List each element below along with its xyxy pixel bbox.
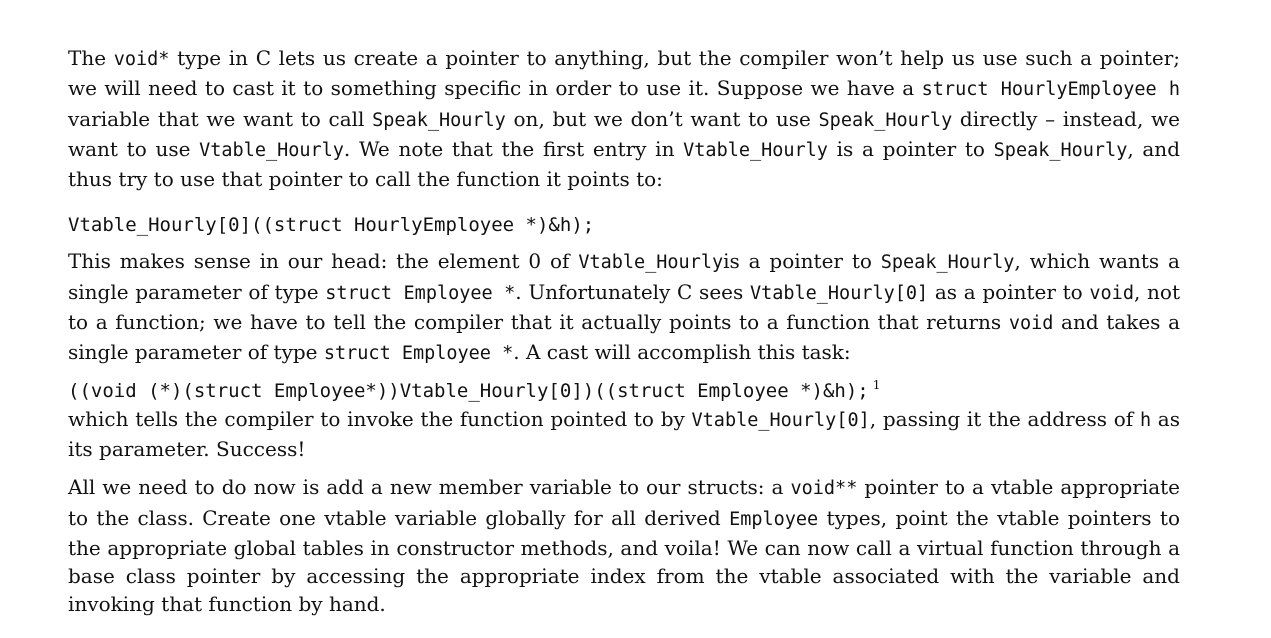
code-vtable-hourly-index: Vtable_Hourly[0] [749, 282, 929, 304]
text-span: as a pointer to [928, 279, 1090, 304]
text-span: The [68, 46, 114, 70]
code-struct-employee-ptr: struct Employee * [325, 282, 516, 304]
text-span: , not to a function; we have to tell the compiler that it actually points to a function that returns [68, 279, 1180, 335]
text-span: pointer to a vtable appropriate to the class. Create one vtable variable globally for all derived [68, 475, 1181, 530]
code-cast-call: ((void (*)(struct Employee*))Vtable_Hourly[0])((struct Employee *)&h); [68, 379, 869, 402]
code-vtable-hourly-index: Vtable_Hourly[0] [691, 409, 870, 431]
code-void-star: void* [113, 49, 170, 70]
text-span: . A cast will accomplish this task: [513, 340, 851, 365]
text-span: . We note that the first entry in [343, 136, 684, 161]
text-span: All we need to do now is add a new member variable to our structs: a [68, 475, 791, 500]
text-span: is a pointer to [723, 249, 881, 274]
code-struct-employee-ptr: struct Employee * [323, 343, 514, 365]
text-span: directly – instead, we want to use [68, 106, 1181, 161]
code-void-double-star: void** [790, 478, 858, 500]
code-speak-hourly: Speak_Hourly [818, 109, 953, 131]
paragraph-cast-explanation [68, 247, 1180, 368]
text-span: This makes sense in our head: the element 0 of [68, 249, 579, 274]
code-vtable-hourly: Vtable_Hourly [683, 139, 828, 161]
code-void: void [1089, 282, 1134, 304]
text-span: on, but we don’t want to use [505, 106, 819, 131]
code-speak-hourly: Speak_Hourly [993, 139, 1128, 161]
code-speak-hourly: Speak_Hourly [880, 252, 1015, 274]
code-vtable-hourly: Vtable_Hourly [199, 139, 344, 161]
code-line-cast-call [68, 377, 1180, 405]
code-line-call-vtable: Vtable_Hourly[0]((struct HourlyEmployee *)&h); [68, 214, 595, 237]
text-span: as its parameter. Success! [68, 406, 1180, 461]
text-span: types, point the vtable pointers to the appropriate global tables in constructor methods, and voila! We can now call a virtual function through a base class pointer by accessing the appropriate index from the vtable associated with the variable and invoking that function by hand. [68, 505, 1181, 617]
code-employee: Employee [729, 508, 819, 530]
footnote-marker: 1 [872, 378, 881, 393]
paragraph-void-pointer [68, 44, 1180, 193]
text-span: is a pointer to [827, 136, 994, 161]
text-span: which tells the compiler to invoke the function pointed to by [68, 406, 692, 431]
code-struct-hourly-employee: struct HourlyEmployee h [921, 79, 1180, 101]
code-vtable-hourly: Vtable_Hourly [578, 252, 724, 274]
code-speak-hourly: Speak_Hourly [372, 109, 506, 131]
text-span: , passing it the address of [869, 406, 1140, 431]
paragraph-vtable-member [68, 473, 1180, 618]
text-span: . Unfortunately C sees [515, 279, 750, 304]
paragraph-success [68, 405, 1180, 464]
text-span: , which wants a single parameter of type [68, 249, 1180, 304]
text-span: , and thus try to use that pointer to call the function it points to: [68, 136, 1180, 192]
text-span: type in C lets us create a pointer to anything, but the compiler won’t help us use such a pointer; we will need to cast it to something specific in order to use it. Suppose we have a [68, 46, 1180, 101]
text-span: variable that we want to call [68, 106, 373, 131]
text-span: and takes a single parameter of type [68, 310, 1180, 365]
code-void: void [1008, 313, 1054, 335]
document-page [68, 44, 1180, 619]
code-h: h [1139, 409, 1152, 431]
